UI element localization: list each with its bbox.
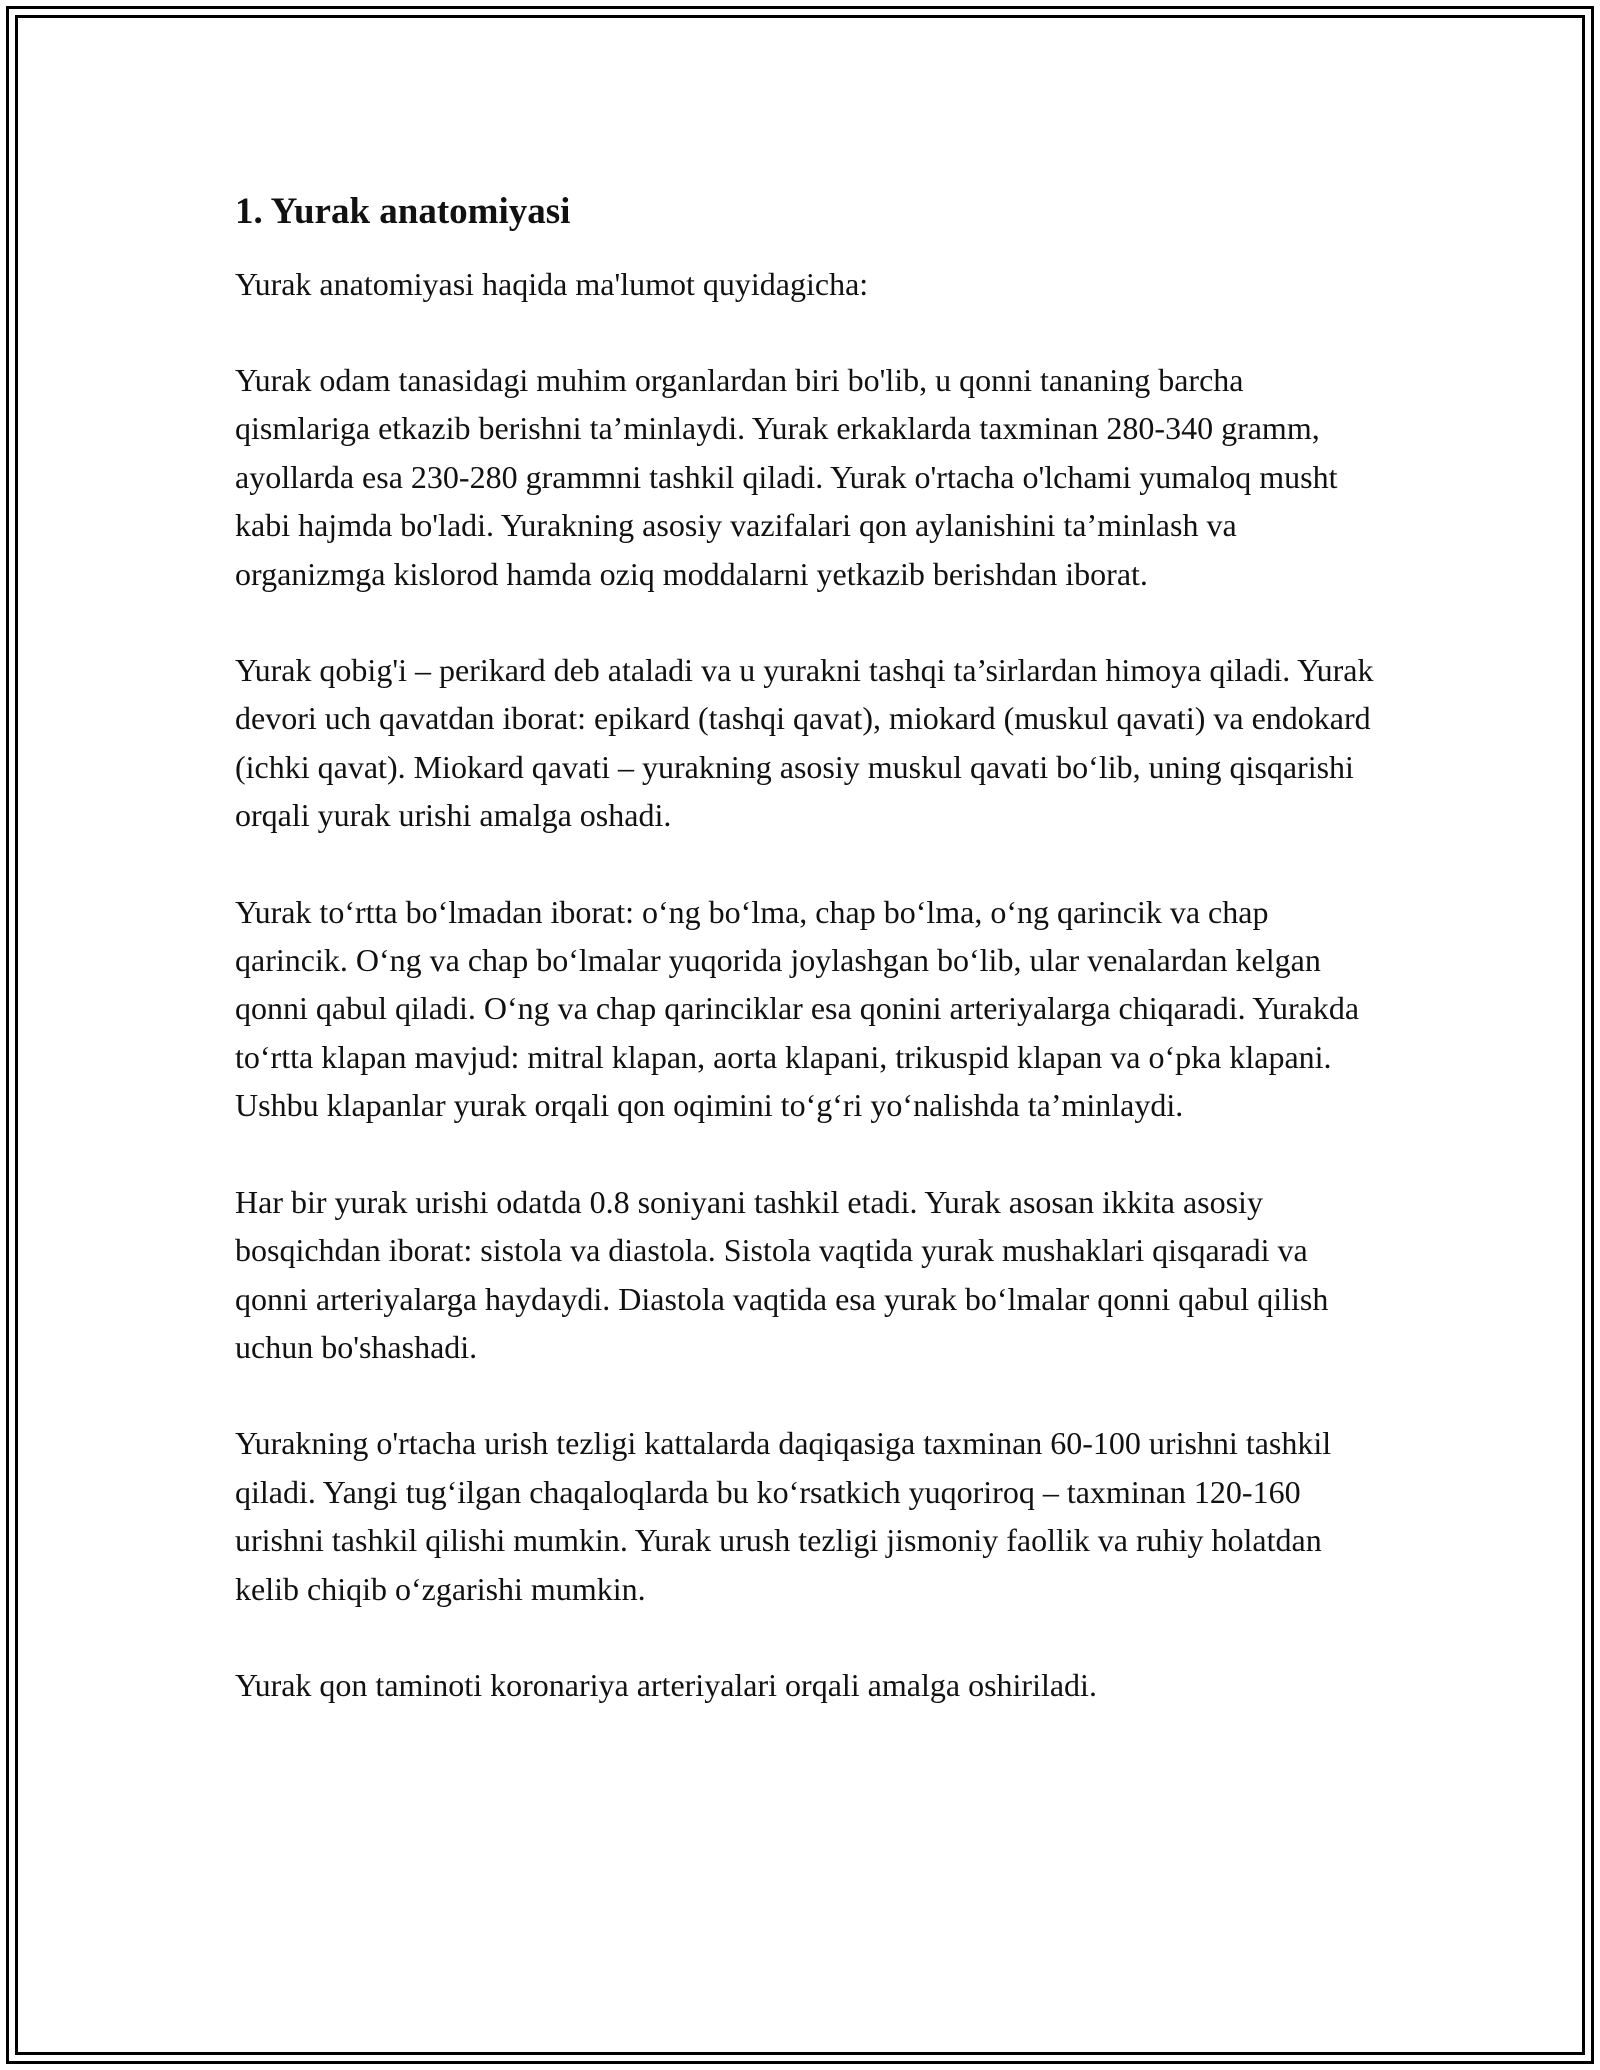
paragraph-heart-rate: Yurakning o'rtacha urish tezligi kattalarda daqiqasiga taxminan 60-100 urishni tashkil qiladi. Yangi tug‘ilgan chaqaloqlarda bu ko‘rsatkich yuqoriroq – taxminan 120-160 urishni tashkil qilishi mumkin. Yurak urush tezligi jismoniy faollik va ruhiy holatdan kelib chiqib o‘zgarishi mumkin. <box>235 1425 1332 1607</box>
document-body <box>235 186 1375 1709</box>
intro-paragraph: Yurak anatomiyasi haqida ma'lumot quyidagicha: <box>235 266 869 302</box>
paragraph-blood-supply: Yurak qon taminoti koronariya arteriyalari orqali amalga oshiriladi. <box>235 1666 1097 1703</box>
paragraph-heart-layers: Yurak qobig'i – perikard deb ataladi va u yurakni tashqi ta’sirlardan himoya qiladi. Yurak devori uch qavatdan iborat: epikard (tashqi qavat), miokard (muskul qavati) va endokard (ichki qavat). Miokard qavati – yurakning asosiy muskul qavati bo‘lib, uning qisqarishi orqali yurak urishi amalga oshadi. <box>235 652 1374 834</box>
section-heading: 1. Yurak anatomiyasi <box>235 191 571 232</box>
paragraph-overview: Yurak odam tanasidagi muhim organlardan biri bo'lib, u qonni tananing barcha qismlariga etkazib berishni ta’minlaydi. Yurak erkaklarda taxminan 280-340 gramm, ayollarda esa 230-280 grammni tashkil qiladi. Yurak o'rtacha o'lchami yumaloq musht kabi hajmda bo'ladi. Yurakning asosiy vazifalari qon aylanishini ta’minlash va organizmga kislorod hamda oziq moddalarni yetkazib berishdan iborat. <box>235 362 1338 592</box>
paragraph-chambers-valves: Yurak to‘rtta bo‘lmadan iborat: o‘ng bo‘lma, chap bo‘lma, o‘ng qarincik va chap qarincik. O‘ng va chap bo‘lmalar yuqorida joylashgan bo‘lib, ular venalardan kelgan qonni qabul qiladi. O‘ng va chap qarinciklar esa qonini arteriyalarga chiqaradi. Yurakda to‘rtta klapan mavjud: mitral klapan, aorta klapani, trikuspid klapan va o‘pka klapani. Ushbu klapanlar yurak orqali qon oqimini to‘g‘ri yo‘nalishda ta’minlaydi. <box>235 893 1360 1124</box>
paragraph-cardiac-cycle: Har bir yurak urishi odatda 0.8 soniyani tashkil etadi. Yurak asosan ikkita asosiy bosqichdan iborat: sistola va diastola. Sistola vaqtida yurak mushaklari qisqaradi va qonni arteriyalarga haydaydi. Diastola vaqtida esa yurak bo‘lmalar qonni qabul qilish uchun bo'shashadi. <box>235 1183 1329 1365</box>
